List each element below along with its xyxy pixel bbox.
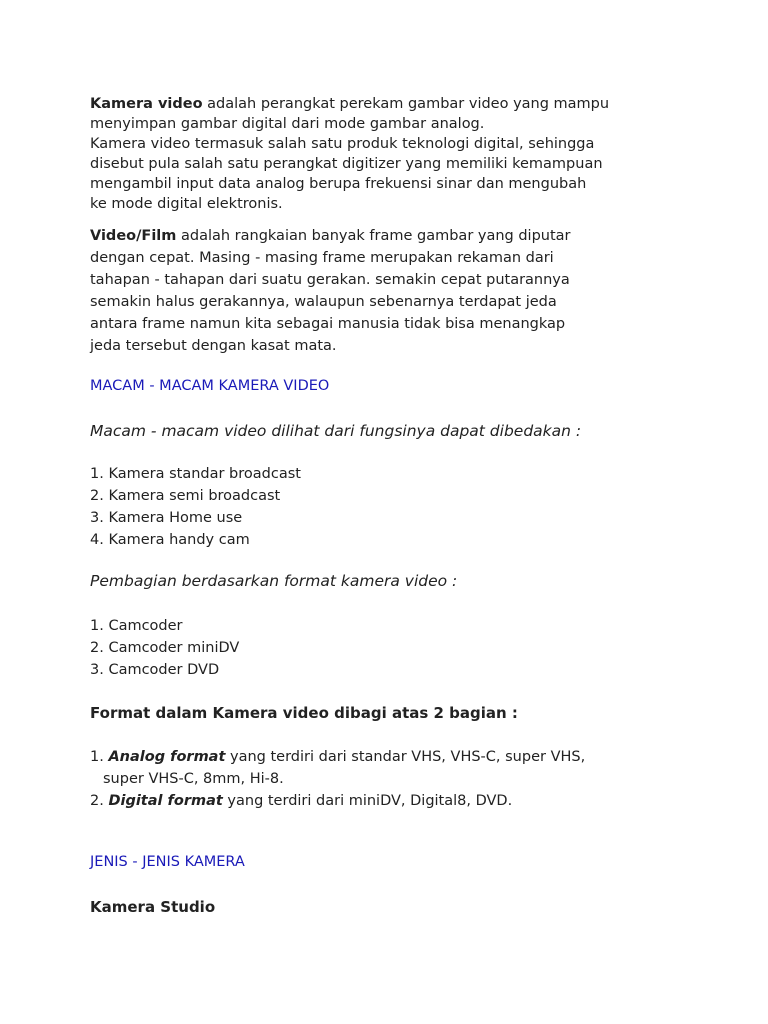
section-heading-jenis: JENIS - JENIS KAMERA <box>90 854 245 870</box>
subheading-fungsi: Macam - macam video dilihat dari fungsinya dapat dibedakan : <box>90 422 582 440</box>
intro-line-5: mengambil input data analog berupa frekuensi sinar dan mengubah <box>90 176 587 192</box>
list-fungsi <box>90 463 301 551</box>
list-item: 3. Kamera Home use <box>90 510 243 526</box>
list-item: 2. Camcoder miniDV <box>90 640 240 656</box>
list-item-analog-continued: super VHS-C, 8mm, Hi-8. <box>103 771 284 787</box>
list-item-analog: 1. Analog format yang terdiri dari standar VHS, VHS-C, super VHS, <box>90 749 586 765</box>
list-bagian <box>90 746 585 812</box>
section-heading-macam: MACAM - MACAM KAMERA VIDEO <box>90 378 330 394</box>
intro-line-1: Kamera video adalah perangkat perekam gambar video yang mampu <box>90 96 610 112</box>
film-line-4: semakin halus gerakannya, walaupun sebenarnya terdapat jeda <box>90 294 557 310</box>
intro-line-4: disebut pula salah satu perangkat digitizer yang memiliki kemampuan <box>90 156 603 172</box>
film-line-6: jeda tersebut dengan kasat mata. <box>90 338 337 354</box>
intro-paragraph <box>90 94 609 214</box>
film-line-5: antara frame namun kita sebagai manusia tidak bisa menangkap <box>90 316 566 332</box>
film-line-2: dengan cepat. Masing - masing frame merupakan rekaman dari <box>90 250 554 266</box>
list-item: 3. Camcoder DVD <box>90 662 220 678</box>
list-item: 1. Kamera standar broadcast <box>90 466 301 482</box>
film-term: Video/Film <box>90 228 177 244</box>
film-paragraph <box>90 225 571 357</box>
film-line-3: tahapan - tahapan dari suatu gerakan. semakin cepat putarannya <box>90 272 570 288</box>
list-item: 2. Kamera semi broadcast <box>90 488 281 504</box>
subheading-kamera-studio: Kamera Studio <box>90 898 216 916</box>
list-item: 1. Camcoder <box>90 618 183 634</box>
intro-term: Kamera video <box>90 96 203 112</box>
list-item: 4. Kamera handy cam <box>90 532 250 548</box>
intro-line-6: ke mode digital elektronis. <box>90 196 283 212</box>
subheading-format: Pembagian berdasarkan format kamera video : <box>90 572 458 590</box>
film-line-1: Video/Film adalah rangkaian banyak frame gambar yang diputar <box>90 228 571 244</box>
list-item-digital: 2. Digital format yang terdiri dari miniDV, Digital8, DVD. <box>90 793 513 809</box>
intro-line-2: menyimpan gambar digital dari mode gambar analog. <box>90 116 485 132</box>
list-format <box>90 615 239 681</box>
subheading-bagian: Format dalam Kamera video dibagi atas 2 bagian : <box>90 704 518 722</box>
intro-line-3: Kamera video termasuk salah satu produk teknologi digital, sehingga <box>90 136 595 152</box>
